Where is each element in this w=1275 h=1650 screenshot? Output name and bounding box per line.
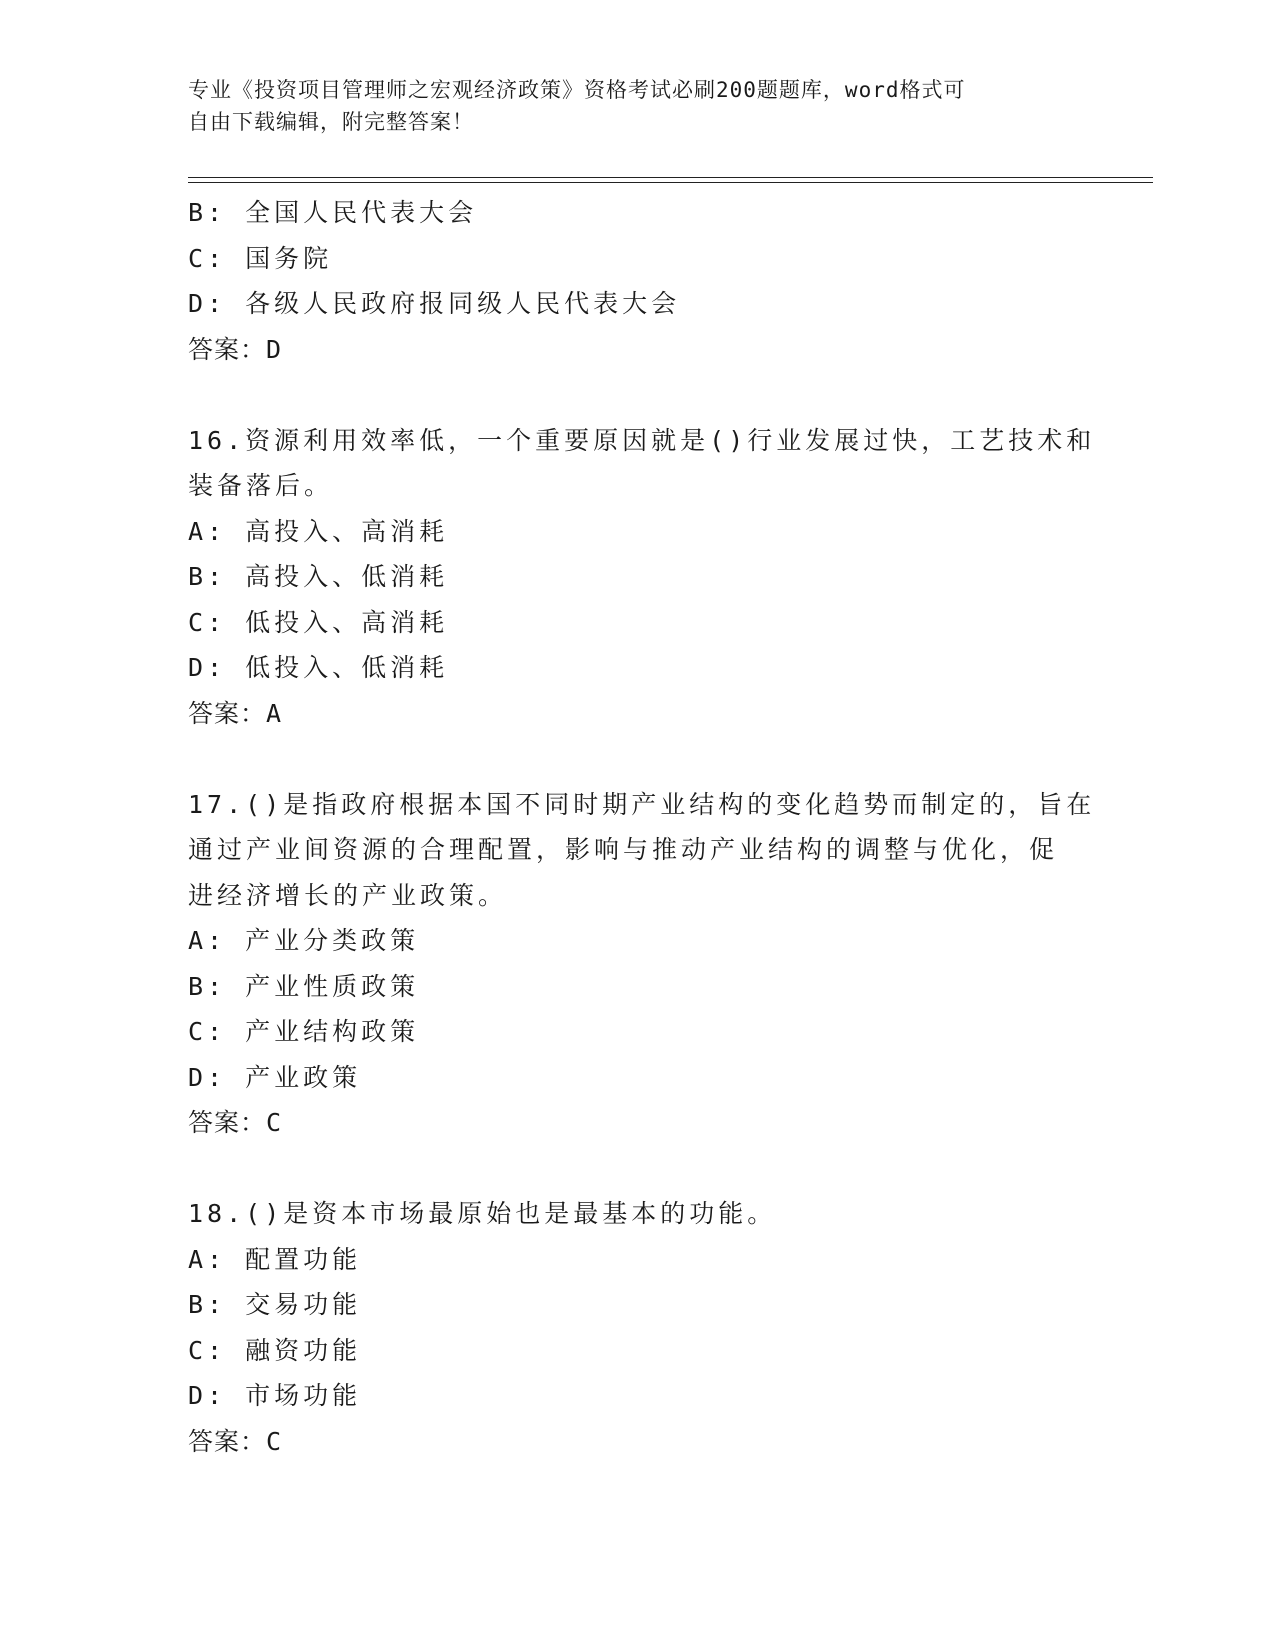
option-a: A: 配置功能 bbox=[188, 1244, 362, 1274]
answer-value: D bbox=[266, 334, 283, 364]
question-gap bbox=[188, 372, 1078, 418]
option-d: D: 各级人民政府报同级人民代表大会 bbox=[188, 289, 681, 318]
option-a: A: 产业分类政策 bbox=[188, 926, 420, 955]
header-rule-top bbox=[188, 177, 1153, 178]
option-d: D: 产业政策 bbox=[188, 1062, 362, 1092]
page-header bbox=[188, 74, 1068, 138]
answer-value: A bbox=[266, 698, 283, 728]
question-list bbox=[188, 190, 1096, 1464]
answer-label: 答案： bbox=[188, 1426, 267, 1456]
answer-line bbox=[188, 1100, 1078, 1146]
answer-label: 答案： bbox=[188, 698, 267, 728]
answer-label: 答案： bbox=[188, 1108, 267, 1137]
question-text-line: 16.资源利用效率低，一个重要原因就是()行业发展过快，工艺技术和 bbox=[188, 425, 1096, 455]
answer-label: 答案： bbox=[188, 334, 267, 364]
question-text-line: 进经济增长的产业政策。 bbox=[188, 880, 508, 910]
question-18 bbox=[188, 1191, 1078, 1464]
option-c: C: 国务院 bbox=[188, 243, 333, 273]
answer-value: C bbox=[266, 1108, 283, 1137]
answer-line bbox=[188, 691, 1078, 737]
question-15-continued bbox=[188, 190, 1078, 372]
question-text-line: 装备落后。 bbox=[188, 471, 334, 500]
option-b: B: 交易功能 bbox=[188, 1290, 362, 1319]
question-text-line: 18.()是资本市场最原始也是最基本的功能。 bbox=[188, 1199, 777, 1228]
header-line-2: 自由下载编辑，附完整答案！ bbox=[188, 110, 474, 134]
option-d: D: 市场功能 bbox=[188, 1381, 362, 1410]
question-text-line: 通过产业间资源的合理配置，影响与推动产业结构的调整与优化，促 bbox=[188, 835, 1059, 864]
question-16 bbox=[188, 418, 1096, 737]
option-b: B: 全国人民代表大会 bbox=[188, 198, 478, 227]
option-b: B: 高投入、低消耗 bbox=[188, 562, 449, 591]
option-c: C: 产业结构政策 bbox=[188, 1017, 420, 1046]
option-c: C: 融资功能 bbox=[188, 1335, 362, 1365]
header-line-1: 专业《投资项目管理师之宏观经济政策》资格考试必刷200题题库，word格式可 bbox=[188, 78, 966, 102]
option-c: C: 低投入、高消耗 bbox=[188, 607, 449, 637]
option-d: D: 低投入、低消耗 bbox=[188, 653, 449, 682]
answer-value: C bbox=[266, 1426, 283, 1456]
question-gap bbox=[188, 1146, 1078, 1192]
option-b: B: 产业性质政策 bbox=[188, 971, 420, 1001]
answer-line bbox=[188, 1419, 1078, 1465]
question-gap bbox=[188, 736, 1078, 782]
question-text-line: 17.()是指政府根据本国不同时期产业结构的变化趋势而制定的，旨在 bbox=[188, 789, 1096, 819]
option-a: A: 高投入、高消耗 bbox=[188, 516, 449, 546]
header-rule-bottom bbox=[188, 182, 1153, 183]
question-17 bbox=[188, 782, 1096, 1146]
answer-line bbox=[188, 327, 1078, 373]
